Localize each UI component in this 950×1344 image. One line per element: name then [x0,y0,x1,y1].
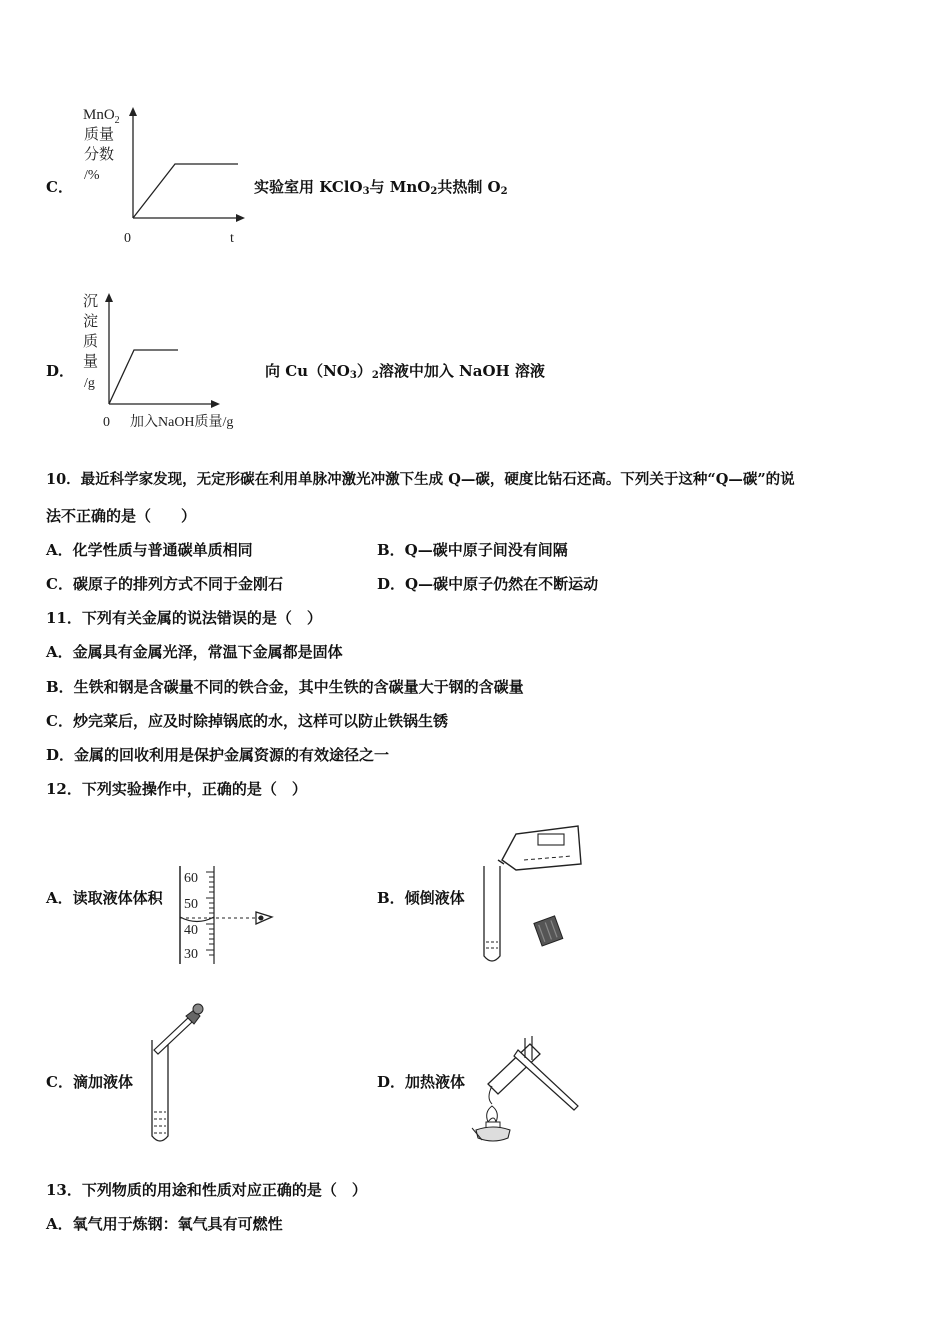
cylinder-mark-60: 60 [184,871,198,886]
cylinder-mark-30: 30 [184,947,198,962]
heating-liquid-illustration [470,1030,590,1145]
graph-c-curve [133,164,238,218]
graduated-cylinder-illustration [172,862,282,968]
q13-option-a[interactable]: A．氧气用于炼钢：氧气具有可燃性 [46,1215,283,1233]
q9-option-c-graph [78,100,253,250]
q9-option-d-caption: 向 $Cu(NO_3)_2$溶液中加入 NaOH 溶液 [265,362,545,381]
graph-d-ylabel-4: 量 [83,354,99,370]
q10-option-c[interactable]: C．碳原子的排列方式不同于金刚石 [46,575,283,593]
q10-stem-line1: 10．最近科学家发现，无定形碳在利用单脉冲激光冲激下生成 Q—碳，硬度比钻石还高。下列关于这种“Q—碳”的说 [46,471,795,488]
q10-option-d[interactable]: D．Q—碳中原子仍然在不断运动 [377,575,599,593]
graph-c-ylabel-4: /% [84,168,100,183]
q11-option-b[interactable]: B．生铁和钢是含碳量不同的铁合金，其中生铁的含碳量大于钢的含碳量 [46,678,524,696]
cylinder-mark-40: 40 [184,923,198,938]
graph-c-ylabel-3: 分数 [84,147,115,163]
q12-stem: 12．下列实验操作中，正确的是（ ） [46,780,307,798]
graph-d-ylabel-5: /g [84,376,95,391]
graph-d-x-arrow [211,400,220,408]
q9-option-d-letter[interactable]: D． [46,362,75,380]
graph-d-ylabel-3: 质 [83,334,99,350]
q9-option-c-letter[interactable]: C． [46,178,73,196]
dropper-illustration [140,1000,215,1148]
q10-option-b[interactable]: B．Q—碳中原子间没有间隔 [377,541,568,559]
q10-option-a[interactable]: A．化学性质与普通碳单质相同 [46,541,253,559]
graph-d-origin: 0 [103,415,110,430]
q12-option-b[interactable]: B．倾倒液体 [377,889,465,907]
graph-c-x-arrow [236,214,245,222]
graph-d-y-arrow [105,293,113,302]
q11-stem: 11．下列有关金属的说法错误的是（ ） [46,609,322,627]
pouring-liquid-illustration [476,820,591,968]
q11-option-a[interactable]: A．金属具有金属光泽，常温下金属都是固体 [46,643,343,661]
q11-option-c[interactable]: C．炒完菜后，应及时除掉锅底的水，这样可以防止铁锅生锈 [46,712,448,730]
graph-d-x-label: 加入NaOH质量/g [130,415,234,430]
graph-c-x-label: t [230,231,234,246]
q10-stem-line2: 法不正确的是（ ） [46,507,197,525]
cylinder-mark-50: 50 [184,897,198,912]
q12-option-d[interactable]: D．加热液体 [377,1073,466,1091]
q13-stem: 13．下列物质的用途和性质对应正确的是（ ） [46,1181,367,1199]
q12-option-a[interactable]: A．读取液体体积 [46,889,163,907]
graph-d-curve [109,350,178,404]
graph-c-origin: 0 [124,231,131,246]
q9-option-c-caption: 实验室用 KClO$_3$与 MnO$_2$共热制 $O_2$ [254,178,508,197]
q12-option-c[interactable]: C．滴加液体 [46,1073,133,1091]
q9-option-d-graph [78,288,258,434]
q11-option-d[interactable]: D．金属的回收利用是保护金属资源的有效途径之一 [46,746,390,764]
graph-c-ylabel-2: 质量 [84,127,115,143]
graph-d-ylabel-1: 沉 [83,294,99,310]
graph-c-y-arrow [129,107,137,116]
graph-c-ylabel-1: MnO$_2$ [83,107,120,126]
graph-d-ylabel-2: 淀 [83,314,99,330]
